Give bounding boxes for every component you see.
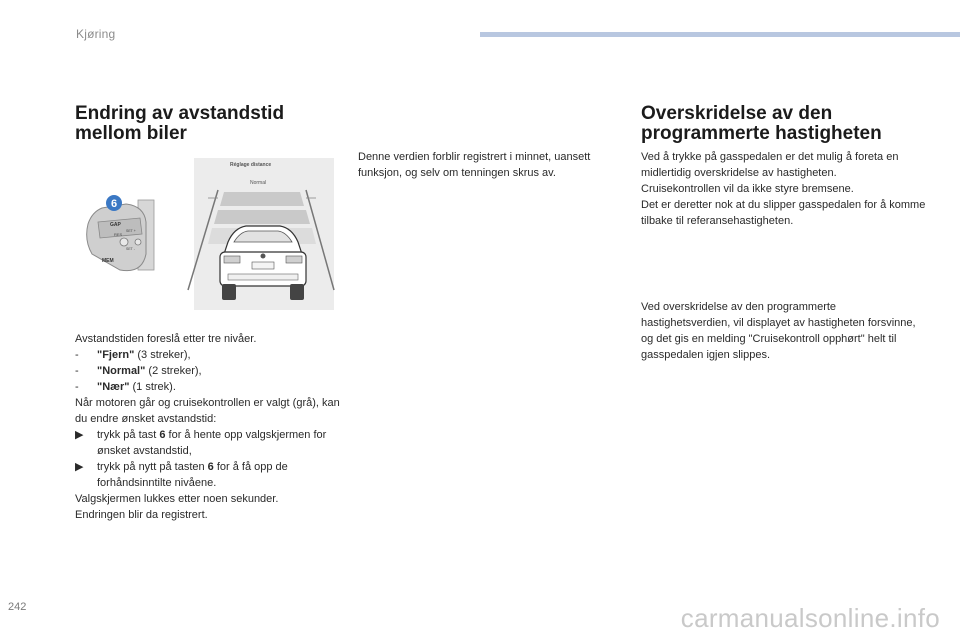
right-paragraph-2: Ved overskridelse av den programmerte hastighetsverdien, vil displayet av hastigheten forsvinne, og det gis en melding "Cruisekontroll opphørt" helt til gasspedalen igjen slippes.: [641, 301, 916, 361]
stalk-label-res: RES: [114, 232, 123, 237]
closing-text-1: Valgskjermen lukkes etter noen sekunder.: [75, 493, 279, 505]
distance-bar-1: [220, 192, 304, 206]
left-heading: Endring av avstandstid mellom biler: [75, 103, 285, 144]
distance-bar-2: [214, 210, 310, 224]
right-paragraph-1: Ved å trykke på gasspedalen er det mulig å foreta en midlertidig overskridelse av hastigheten. Cruisekontrollen vil da ikke styre bremsene. Det er deretter nok at du slipper gasspedalen for å komme tilbake til referansehastigheten.: [641, 151, 926, 227]
bullet-arrow-icon: ▶: [75, 429, 84, 441]
closing-text-2: Endringen blir da registrert.: [75, 509, 208, 521]
level-item-normal: - "Normal" (2 streker),: [75, 365, 202, 377]
right-heading: Overskridelse av den programmerte hastigheten: [641, 103, 882, 144]
button-number: 6: [110, 198, 118, 210]
screen-title: Réglage distance: [230, 162, 272, 168]
level-detail-normal: (2 streker),: [145, 365, 202, 377]
stalk-dial-icon: [120, 238, 128, 246]
condition-text: Når motoren går og cruisekontrollen er valgt (grå), kan du endre ønsket avstandstid:: [75, 397, 340, 425]
header-accent-bar: [480, 32, 960, 37]
stalk-label-set-minus: SET -: [126, 247, 135, 251]
page-number: 242: [8, 601, 27, 613]
stalk-label-set-plus: SET +: [126, 229, 136, 233]
level-detail-near: (1 strek).: [129, 381, 176, 393]
level-detail-far: (3 streker),: [134, 349, 191, 361]
step-2: ▶ trykk på nytt på tasten 6 for å få opp de forhåndsinntilte nivåene.: [75, 461, 288, 489]
steering-stalk-illustration: [80, 192, 156, 274]
level-item-far: - "Fjern" (3 streker),: [75, 349, 191, 361]
level-name-near: "Nær": [97, 381, 130, 393]
stalk-knob-icon: [135, 239, 141, 245]
level-name-normal: "Normal": [97, 365, 146, 377]
watermark: carmanualsonline.info: [680, 603, 940, 633]
screen-mode: Normal: [250, 180, 267, 186]
stalk-label-gap: GAP: [110, 222, 121, 228]
left-body-text: [75, 331, 340, 523]
middle-body-text: Denne verdien forblir registrert i minnet, uansett funksjon, og selv om tenningen skrus av.: [358, 151, 591, 179]
levels-intro: Avstandstiden foreslå etter tre nivåer.: [75, 333, 257, 345]
bullet-arrow-icon: ▶: [75, 461, 84, 473]
level-name-far: "Fjern": [97, 349, 135, 361]
section-label: Kjøring: [76, 27, 116, 41]
stalk-label-mem: MEM: [102, 258, 114, 264]
level-item-near: - "Nær" (1 strek).: [75, 381, 176, 393]
distance-setting-screen-illustration: [184, 154, 336, 314]
step-1: ▶ trykk på tast 6 for å hente opp valgskjermen for ønsket avstandstid,: [75, 429, 327, 457]
